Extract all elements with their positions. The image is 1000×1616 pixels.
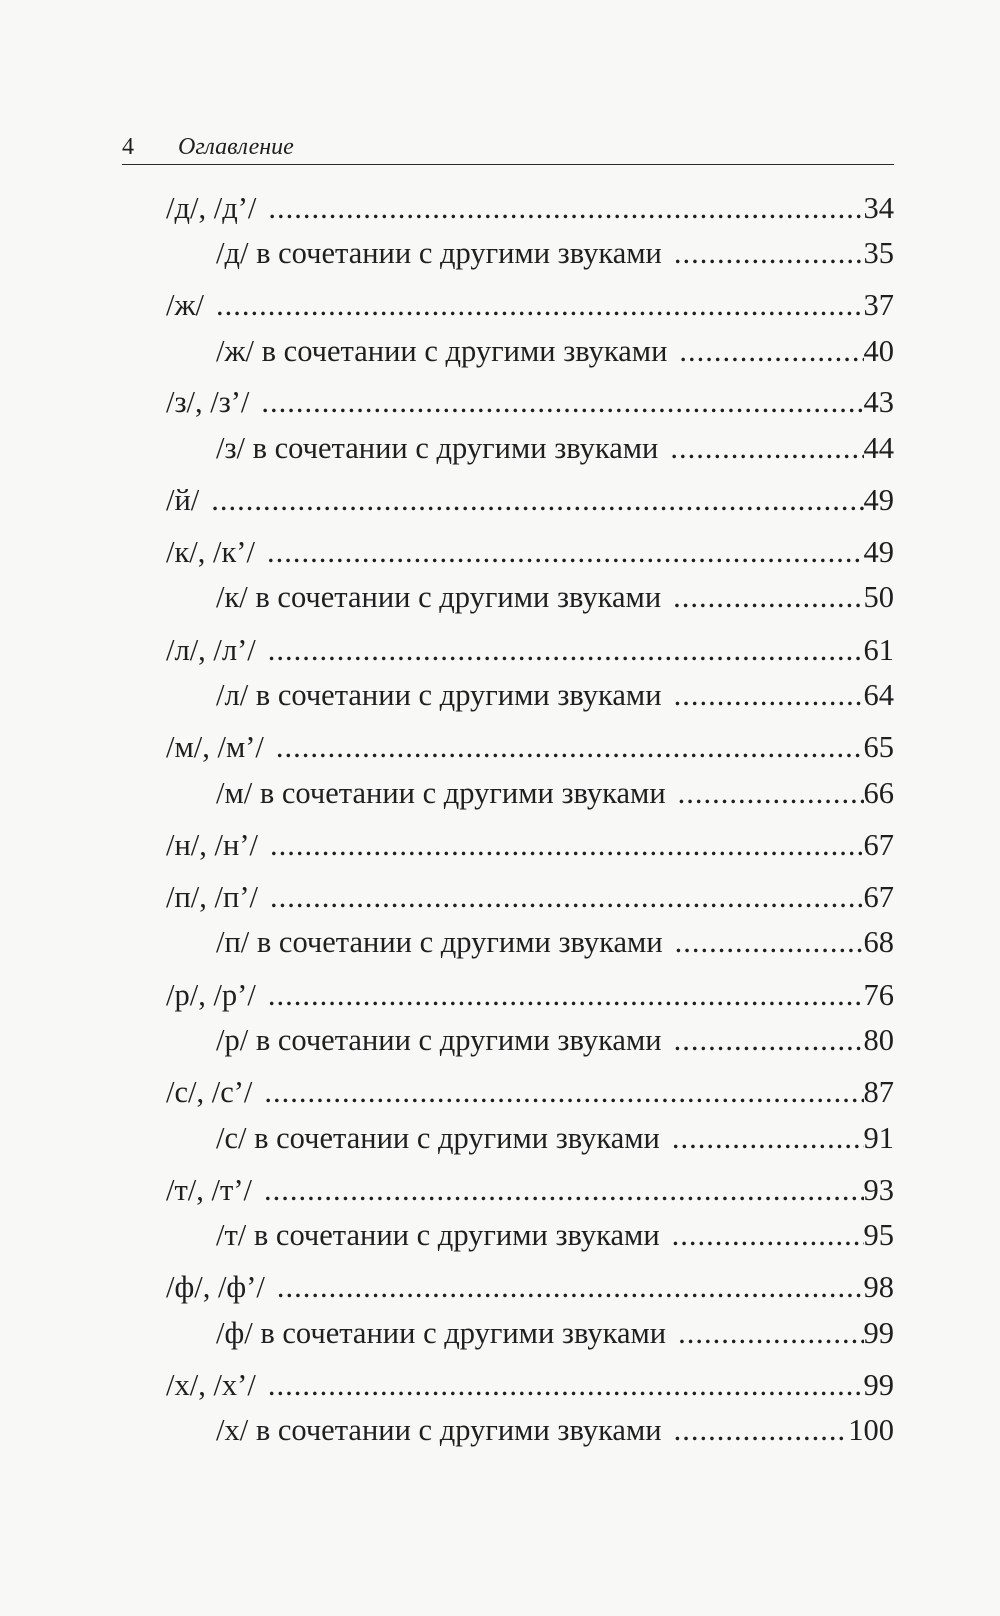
toc-entry-title: /п/, /п’/: [166, 880, 258, 914]
toc-entry-page: 67: [863, 880, 894, 914]
toc-entry-title: /к/ в сочетании с другими звуками: [216, 580, 662, 614]
toc-subentry[interactable]: [216, 1215, 894, 1255]
dot-leader: [268, 975, 864, 1015]
toc-entry-title: /ж/: [166, 288, 205, 322]
toc-subentry[interactable]: [216, 922, 894, 962]
toc-entry-title: /х/ в сочетании с другими звуками: [216, 1413, 662, 1447]
toc-entry[interactable]: [166, 188, 894, 228]
dot-leader: [267, 532, 864, 572]
toc-entry-title: /т/, /т’/: [166, 1173, 252, 1207]
dot-leader: [277, 1267, 864, 1307]
toc-subentry[interactable]: [216, 1118, 894, 1158]
dot-leader: [674, 675, 864, 715]
toc-entry-page: 34: [863, 191, 894, 225]
toc-entry-page: 44: [863, 431, 894, 465]
toc-entry-page: 64: [863, 678, 894, 712]
toc-entry-page: 76: [863, 978, 894, 1012]
toc-subentry[interactable]: [216, 1313, 894, 1353]
dot-leader: [276, 727, 864, 767]
toc-entry-title: /л/, /л’/: [166, 633, 256, 667]
toc-entry[interactable]: [166, 1267, 894, 1307]
dot-leader: [675, 922, 864, 962]
toc-entry-page: 98: [863, 1270, 894, 1304]
dot-leader: [674, 1020, 864, 1060]
toc-entry[interactable]: [166, 382, 894, 422]
toc-entry[interactable]: [166, 877, 894, 917]
toc-entry-page: 100: [848, 1413, 894, 1447]
toc-entry-page: 43: [863, 385, 894, 419]
dot-leader: [670, 428, 863, 468]
toc-entry-page: 99: [863, 1368, 894, 1402]
toc-entry-title: /р/ в сочетании с другими звуками: [216, 1023, 662, 1057]
toc-subentry[interactable]: [216, 331, 894, 371]
dot-leader: [674, 1410, 849, 1450]
toc-entry-title: /л/ в сочетании с другими звуками: [216, 678, 662, 712]
toc-entry-title: /ф/ в сочетании с другими звуками: [216, 1316, 667, 1350]
toc-entry-page: 87: [863, 1075, 894, 1109]
toc-entry-title: /ж/ в сочетании с другими звуками: [216, 334, 668, 368]
toc-entry[interactable]: [166, 285, 894, 325]
dot-leader: [678, 773, 864, 813]
dot-leader: [261, 382, 863, 422]
toc-entry-title: /з/ в сочетании с другими звуками: [216, 431, 659, 465]
toc-subentry[interactable]: [216, 773, 894, 813]
toc-subentry[interactable]: [216, 1020, 894, 1060]
toc-subentry[interactable]: [216, 428, 894, 468]
dot-leader: [672, 1118, 864, 1158]
toc-entry[interactable]: [166, 1170, 894, 1210]
toc-entry-title: /п/ в сочетании с другими звуками: [216, 925, 663, 959]
toc-entry[interactable]: [166, 825, 894, 865]
toc-entry-page: 49: [863, 483, 894, 517]
toc-entry-page: 66: [863, 776, 894, 810]
dot-leader: [672, 1215, 864, 1255]
toc-entry-page: 40: [863, 334, 894, 368]
toc-entry-title: /й/: [166, 483, 200, 517]
toc-entry-page: 50: [863, 580, 894, 614]
toc-entry-page: 91: [863, 1121, 894, 1155]
dot-leader: [268, 630, 864, 670]
toc-entry-title: /т/ в сочетании с другими звуками: [216, 1218, 660, 1252]
toc-entry-title: /д/ в сочетании с другими звуками: [216, 236, 662, 270]
dot-leader: [673, 577, 863, 617]
toc-subentry[interactable]: [216, 1410, 894, 1450]
toc-entry-page: 65: [863, 730, 894, 764]
toc-entry-title: /н/, /н’/: [166, 828, 258, 862]
dot-leader: [270, 877, 864, 917]
toc-entry-page: 95: [863, 1218, 894, 1252]
dot-leader: [264, 1072, 863, 1112]
dot-leader: [211, 480, 863, 520]
toc-entry[interactable]: [166, 727, 894, 767]
toc-entry[interactable]: [166, 975, 894, 1015]
toc-entry-page: 49: [863, 535, 894, 569]
dot-leader: [264, 1170, 864, 1210]
toc-entry-page: 35: [863, 236, 894, 270]
dot-leader: [268, 188, 863, 228]
toc-entry-title: /с/, /с’/: [166, 1075, 253, 1109]
toc-entry[interactable]: [166, 1072, 894, 1112]
toc-entry[interactable]: [166, 532, 894, 572]
toc-entry-title: /ф/, /ф’/: [166, 1270, 265, 1304]
running-title: Оглавление: [178, 134, 294, 160]
dot-leader: [674, 233, 864, 273]
toc-entry-page: 93: [863, 1173, 894, 1207]
toc-entry[interactable]: [166, 1365, 894, 1405]
toc-entry[interactable]: [166, 480, 894, 520]
toc-entry-title: /д/, /д’/: [166, 191, 257, 225]
toc-entry-page: 99: [863, 1316, 894, 1350]
toc-entry-title: /м/ в сочетании с другими звуками: [216, 776, 666, 810]
toc-entry-title: /м/, /м’/: [166, 730, 264, 764]
toc-entry-title: /р/, /р’/: [166, 978, 256, 1012]
toc-entry[interactable]: [166, 630, 894, 670]
toc-entry-page: 67: [863, 828, 894, 862]
toc-subentry[interactable]: [216, 577, 894, 617]
toc-subentry[interactable]: [216, 233, 894, 273]
toc-entry-title: /с/ в сочетании с другими звуками: [216, 1121, 660, 1155]
toc-entry-title: /к/, /к’/: [166, 535, 255, 569]
toc-entry-page: 68: [863, 925, 894, 959]
toc-subentry[interactable]: [216, 675, 894, 715]
dot-leader: [678, 1313, 863, 1353]
toc-entry-title: /х/, /х’/: [166, 1368, 256, 1402]
toc-entry-page: 61: [863, 633, 894, 667]
dot-leader: [679, 331, 863, 371]
toc-entry-title: /з/, /з’/: [166, 385, 250, 419]
dot-leader: [216, 285, 863, 325]
page-number: 4: [122, 134, 134, 160]
dot-leader: [268, 1365, 864, 1405]
toc-entry-page: 37: [863, 288, 894, 322]
toc-entry-page: 80: [863, 1023, 894, 1057]
dot-leader: [270, 825, 864, 865]
